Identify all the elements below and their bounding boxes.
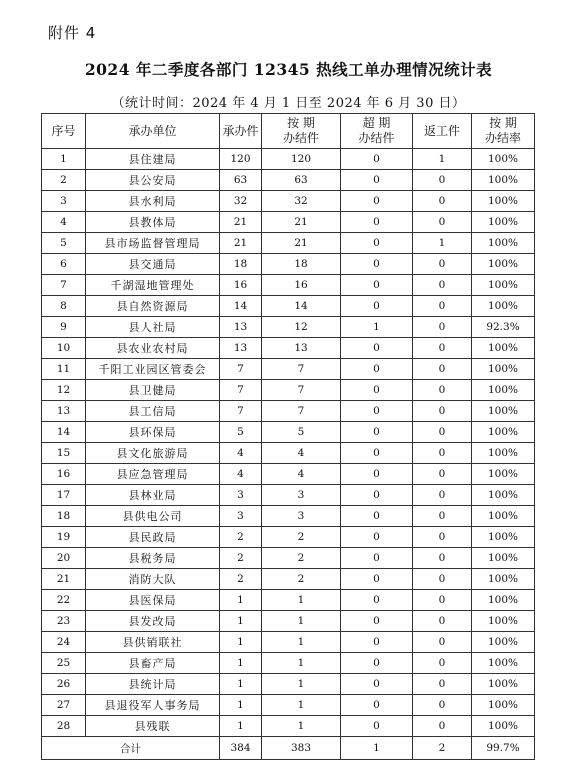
cell-unit: 县供销联社 [86,632,220,653]
cell-overdue: 0 [341,506,413,527]
cell-rate: 100% [472,338,535,359]
col-header-unit: 承办单位 [86,114,220,149]
cell-assigned: 7 [220,359,262,380]
table-row [42,275,535,296]
cell-assigned: 1 [220,674,262,695]
page-title: 2024 年二季度各部门 12345 热线工单办理情况统计表 [84,60,493,79]
cell-overdue: 0 [341,611,413,632]
cell-on-time: 120 [262,149,341,170]
cell-unit: 县供电公司 [86,506,220,527]
cell-assigned: 1 [220,716,262,737]
cell-index: 22 [42,590,86,611]
cell-index: 16 [42,464,86,485]
total-assigned: 384 [220,737,262,760]
cell-rework: 0 [413,275,472,296]
cell-rate: 100% [472,275,535,296]
cell-index: 21 [42,569,86,590]
cell-assigned: 13 [220,338,262,359]
cell-unit: 县交通局 [86,254,220,275]
cell-overdue: 0 [341,464,413,485]
cell-on-time: 21 [262,233,341,254]
cell-rate: 100% [472,170,535,191]
cell-index: 18 [42,506,86,527]
col-header-index: 序号 [42,114,86,149]
cell-index: 12 [42,380,86,401]
cell-rate: 100% [472,149,535,170]
col-header-overdue: 超 期 办结件 [341,114,413,149]
cell-overdue: 0 [341,296,413,317]
cell-on-time: 1 [262,632,341,653]
table-header-row [42,114,535,149]
cell-rework: 0 [413,590,472,611]
cell-index: 9 [42,317,86,338]
cell-index: 27 [42,695,86,716]
table-row [42,590,535,611]
cell-rework: 0 [413,380,472,401]
cell-rate: 100% [472,569,535,590]
cell-overdue: 0 [341,590,413,611]
cell-on-time: 4 [262,443,341,464]
table-row [42,464,535,485]
cell-rework: 0 [413,527,472,548]
cell-index: 2 [42,170,86,191]
cell-assigned: 1 [220,611,262,632]
cell-rate: 100% [472,590,535,611]
cell-rate: 100% [472,653,535,674]
table-row [42,338,535,359]
cell-rework: 0 [413,464,472,485]
cell-rate: 100% [472,527,535,548]
table-row [42,653,535,674]
cell-on-time: 16 [262,275,341,296]
cell-unit: 县林业局 [86,485,220,506]
cell-assigned: 3 [220,485,262,506]
cell-on-time: 3 [262,506,341,527]
cell-rate: 100% [472,422,535,443]
table-row [42,611,535,632]
cell-rate: 100% [472,254,535,275]
cell-assigned: 14 [220,296,262,317]
cell-rate: 100% [472,695,535,716]
cell-unit: 消防大队 [86,569,220,590]
cell-rework: 0 [413,569,472,590]
cell-rework: 0 [413,359,472,380]
cell-overdue: 0 [341,422,413,443]
cell-on-time: 12 [262,317,341,338]
cell-index: 20 [42,548,86,569]
cell-overdue: 0 [341,695,413,716]
cell-overdue: 0 [341,212,413,233]
total-overdue: 1 [341,737,413,760]
cell-unit: 县自然资源局 [86,296,220,317]
cell-index: 24 [42,632,86,653]
table-row [42,485,535,506]
cell-overdue: 0 [341,527,413,548]
cell-rate: 100% [472,296,535,317]
cell-assigned: 5 [220,422,262,443]
table-row [42,443,535,464]
cell-rework: 0 [413,548,472,569]
cell-unit: 县环保局 [86,422,220,443]
cell-unit: 县住建局 [86,149,220,170]
cell-index: 15 [42,443,86,464]
cell-overdue: 0 [341,149,413,170]
table-total-row [42,737,535,760]
cell-rework: 0 [413,212,472,233]
table-row [42,422,535,443]
cell-index: 26 [42,674,86,695]
cell-on-time: 63 [262,170,341,191]
cell-overdue: 0 [341,359,413,380]
cell-index: 10 [42,338,86,359]
cell-rework: 0 [413,401,472,422]
col-header-rate: 按 期 办结率 [472,114,535,149]
cell-unit: 县医保局 [86,590,220,611]
cell-rate: 100% [472,632,535,653]
cell-index: 25 [42,653,86,674]
cell-unit: 县退役军人事务局 [86,695,220,716]
cell-rework: 0 [413,632,472,653]
cell-rate: 100% [472,716,535,737]
cell-assigned: 1 [220,695,262,716]
cell-rate: 100% [472,443,535,464]
table-row [42,191,535,212]
cell-rate: 100% [472,611,535,632]
cell-assigned: 21 [220,233,262,254]
cell-on-time: 13 [262,338,341,359]
cell-rate: 100% [472,548,535,569]
cell-index: 19 [42,527,86,548]
cell-rework: 0 [413,506,472,527]
cell-unit: 县工信局 [86,401,220,422]
cell-overdue: 0 [341,275,413,296]
cell-overdue: 0 [341,716,413,737]
cell-rework: 0 [413,653,472,674]
table-row [42,380,535,401]
cell-unit: 县水利局 [86,191,220,212]
cell-overdue: 0 [341,632,413,653]
cell-rate: 100% [472,212,535,233]
cell-assigned: 18 [220,254,262,275]
cell-unit: 县人社局 [86,317,220,338]
cell-rework: 0 [413,254,472,275]
cell-rate: 100% [472,674,535,695]
cell-assigned: 7 [220,380,262,401]
cell-overdue: 0 [341,233,413,254]
cell-on-time: 2 [262,569,341,590]
cell-overdue: 0 [341,443,413,464]
cell-assigned: 7 [220,401,262,422]
total-rework: 2 [413,737,472,760]
total-rate: 99.7% [472,737,535,760]
cell-on-time: 1 [262,653,341,674]
cell-assigned: 1 [220,632,262,653]
cell-rework: 0 [413,611,472,632]
cell-overdue: 0 [341,548,413,569]
table-row [42,695,535,716]
cell-on-time: 1 [262,611,341,632]
cell-overdue: 0 [341,401,413,422]
cell-rate: 100% [472,233,535,254]
statistics-period: （统计时间：2024 年 4 月 1 日至 2024 年 6 月 30 日） [111,96,466,111]
cell-on-time: 1 [262,695,341,716]
cell-unit: 县民政局 [86,527,220,548]
table-row [42,527,535,548]
cell-on-time: 7 [262,359,341,380]
col-header-on-time: 按 期 办结件 [262,114,341,149]
cell-unit: 县残联 [86,716,220,737]
cell-overdue: 0 [341,485,413,506]
cell-on-time: 4 [262,464,341,485]
table-row [42,674,535,695]
cell-on-time: 2 [262,527,341,548]
cell-rework: 0 [413,695,472,716]
cell-rework: 0 [413,170,472,191]
cell-overdue: 1 [341,317,413,338]
cell-assigned: 4 [220,443,262,464]
cell-index: 6 [42,254,86,275]
cell-rework: 1 [413,233,472,254]
cell-assigned: 16 [220,275,262,296]
table-row [42,359,535,380]
cell-rate: 100% [472,191,535,212]
cell-unit: 县发改局 [86,611,220,632]
cell-rework: 0 [413,674,472,695]
cell-rate: 100% [472,401,535,422]
cell-index: 14 [42,422,86,443]
cell-rework: 0 [413,191,472,212]
cell-unit: 县教体局 [86,212,220,233]
cell-unit: 县卫健局 [86,380,220,401]
cell-rework: 0 [413,317,472,338]
cell-assigned: 2 [220,548,262,569]
total-on-time: 383 [262,737,341,760]
cell-on-time: 2 [262,548,341,569]
cell-index: 11 [42,359,86,380]
cell-unit: 县市场监督管理局 [86,233,220,254]
cell-on-time: 1 [262,674,341,695]
cell-on-time: 7 [262,401,341,422]
cell-overdue: 0 [341,569,413,590]
cell-index: 4 [42,212,86,233]
total-label: 合计 [42,737,220,760]
table-row [42,212,535,233]
cell-index: 3 [42,191,86,212]
statistics-table [41,113,535,760]
table-row [42,317,535,338]
cell-on-time: 3 [262,485,341,506]
cell-assigned: 120 [220,149,262,170]
cell-index: 8 [42,296,86,317]
cell-rate: 100% [472,506,535,527]
cell-assigned: 21 [220,212,262,233]
cell-unit: 县公安局 [86,170,220,191]
cell-assigned: 13 [220,317,262,338]
cell-unit: 县应急管理局 [86,464,220,485]
cell-rework: 0 [413,485,472,506]
table-row [42,632,535,653]
cell-unit: 县农业农村局 [86,338,220,359]
cell-overdue: 0 [341,170,413,191]
cell-index: 1 [42,149,86,170]
cell-index: 13 [42,401,86,422]
table-row [42,254,535,275]
cell-on-time: 18 [262,254,341,275]
cell-overdue: 0 [341,380,413,401]
cell-assigned: 1 [220,653,262,674]
cell-rework: 0 [413,422,472,443]
col-header-rework: 返工件 [413,114,472,149]
cell-on-time: 5 [262,422,341,443]
cell-rework: 1 [413,149,472,170]
table-row [42,569,535,590]
table-row [42,296,535,317]
cell-assigned: 3 [220,506,262,527]
cell-unit: 县畜产局 [86,653,220,674]
attachment-label: 附件 4 [48,24,97,42]
col-header-assigned: 承办件 [220,114,262,149]
cell-rework: 0 [413,716,472,737]
cell-rate: 100% [472,359,535,380]
cell-overdue: 0 [341,674,413,695]
cell-overdue: 0 [341,191,413,212]
cell-assigned: 2 [220,527,262,548]
cell-on-time: 14 [262,296,341,317]
cell-assigned: 32 [220,191,262,212]
cell-rework: 0 [413,443,472,464]
cell-index: 7 [42,275,86,296]
cell-unit: 县文化旅游局 [86,443,220,464]
cell-unit: 千湖湿地管理处 [86,275,220,296]
table-row [42,506,535,527]
cell-rate: 100% [472,464,535,485]
cell-unit: 县税务局 [86,548,220,569]
cell-index: 28 [42,716,86,737]
cell-rework: 0 [413,296,472,317]
cell-on-time: 32 [262,191,341,212]
cell-rework: 0 [413,338,472,359]
table-body [42,149,535,737]
table-row [42,149,535,170]
table-row [42,170,535,191]
cell-on-time: 1 [262,716,341,737]
cell-rate: 100% [472,380,535,401]
cell-overdue: 0 [341,653,413,674]
cell-assigned: 4 [220,464,262,485]
table-row [42,401,535,422]
cell-index: 17 [42,485,86,506]
cell-on-time: 21 [262,212,341,233]
cell-index: 5 [42,233,86,254]
cell-overdue: 0 [341,338,413,359]
cell-assigned: 1 [220,590,262,611]
cell-unit: 千阳工业园区管委会 [86,359,220,380]
cell-on-time: 7 [262,380,341,401]
cell-rate: 100% [472,485,535,506]
table-row [42,233,535,254]
cell-rate: 92.3% [472,317,535,338]
cell-on-time: 1 [262,590,341,611]
cell-unit: 县统计局 [86,674,220,695]
cell-index: 23 [42,611,86,632]
table-row [42,548,535,569]
table-row [42,716,535,737]
cell-assigned: 2 [220,569,262,590]
cell-assigned: 63 [220,170,262,191]
cell-overdue: 0 [341,254,413,275]
